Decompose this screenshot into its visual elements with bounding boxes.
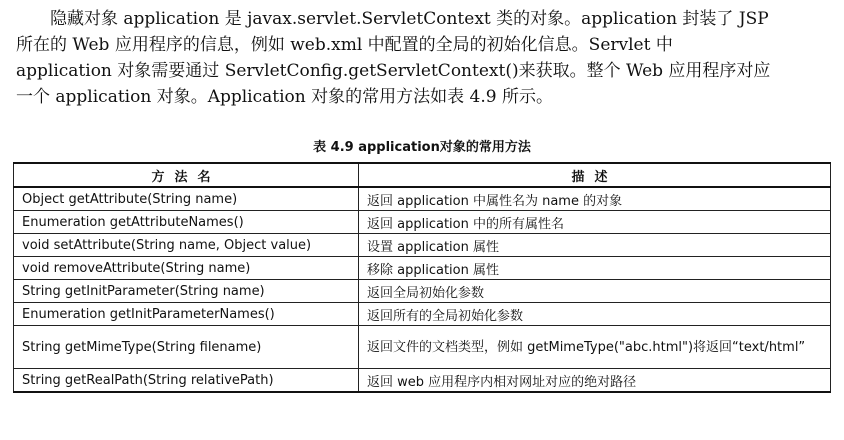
table-row [14,280,831,303]
table-row [14,369,831,393]
intro-paragraph [16,6,828,110]
method-cell: String getMimeType(String filename) [14,326,359,369]
description-cell: 移除 application 属性 [359,257,831,280]
paragraph-line: application 对象需要通过 ServletConfig.getServletContext()来获取。整个 Web 应用程序对应 [16,61,771,81]
method-cell: String getRealPath(String relativePath) [14,369,359,393]
table-row [14,326,831,369]
paragraph-line: 所在的 Web 应用程序的信息，例如 web.xml 中配置的全局的初始化信息。Servlet 中 [16,35,673,55]
table-row [14,257,831,280]
methods-table [13,162,831,393]
description-cell: 返回 application 中的所有属性名 [359,211,831,234]
description-cell: 返回 application 中属性名为 name 的对象 [359,187,831,211]
table-row [14,187,831,211]
description-cell: 返回所有的全局初始化参数 [359,303,831,326]
table-row [14,303,831,326]
description-cell: 返回文件的文档类型，例如 getMimeType("abc.html")将返回“text/html” [359,326,831,369]
paragraph-line: 一个 application 对象。Application 对象的常用方法如表 4.9 所示。 [16,87,553,107]
table-row [14,211,831,234]
method-cell: void setAttribute(String name, Object value) [14,234,359,257]
table-caption: 表 4.9 application对象的常用方法 [313,140,531,155]
paragraph-line: 隐藏对象 application 是 javax.servlet.ServletContext 类的对象。application 封装了 JSP [50,9,769,29]
method-column-header: 方法名 [14,163,359,187]
method-cell: void removeAttribute(String name) [14,257,359,280]
description-cell: 返回 web 应用程序内相对网址对应的绝对路径 [359,369,831,393]
description-cell: 返回全局初始化参数 [359,280,831,303]
method-cell: Enumeration getAttributeNames() [14,211,359,234]
table-row [14,234,831,257]
method-cell: Object getAttribute(String name) [14,187,359,211]
method-cell: Enumeration getInitParameterNames() [14,303,359,326]
method-cell: String getInitParameter(String name) [14,280,359,303]
description-cell: 设置 application 属性 [359,234,831,257]
table-header-row [14,163,831,187]
description-column-header: 描述 [359,163,831,187]
